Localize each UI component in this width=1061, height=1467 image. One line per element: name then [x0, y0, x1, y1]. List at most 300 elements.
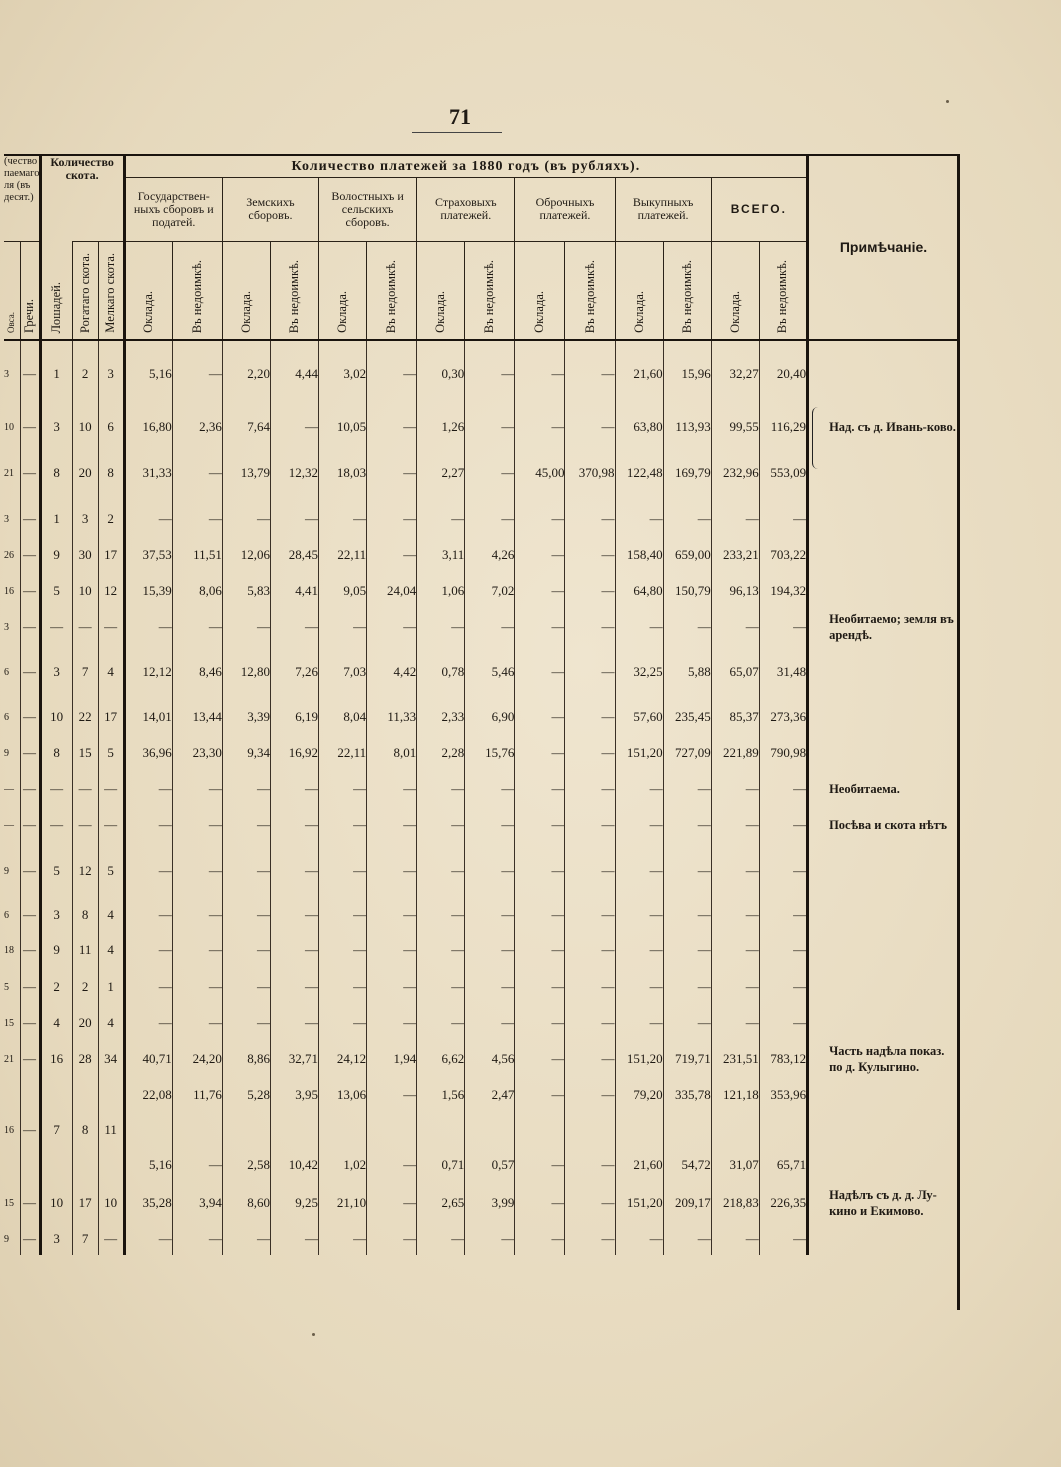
table-cell: 24,20: [172, 1041, 222, 1077]
table-cell: —: [565, 645, 615, 699]
table-cell: [319, 1113, 367, 1147]
table-cell: —: [20, 501, 40, 537]
table-cell: 233,21: [711, 537, 759, 573]
table-cell: —: [20, 445, 40, 501]
table-cell: —: [367, 409, 417, 445]
note-cell: [808, 1113, 958, 1147]
table-cell: —: [20, 771, 40, 807]
table-cell: —: [711, 771, 759, 807]
table-cell: —: [711, 899, 759, 931]
table-cell: —: [172, 899, 222, 931]
table-cell: 34: [98, 1041, 124, 1077]
table-cell: —: [20, 807, 40, 843]
table-cell: —: [367, 1077, 417, 1113]
table-cell: —: [270, 843, 318, 899]
cattle-header: Рогатаго скота.: [77, 253, 92, 333]
buckwheat-header: Гречи.: [22, 298, 37, 333]
table-cell: 5,16: [124, 1147, 172, 1183]
table-cell: 24,12: [319, 1041, 367, 1077]
table-cell: 3,94: [172, 1183, 222, 1223]
table-cell: —: [270, 969, 318, 1005]
table-row: [4, 1223, 958, 1255]
table-row: [4, 843, 958, 899]
table-cell: —: [124, 931, 172, 969]
table-cell: —: [565, 899, 615, 931]
table-cell: 6,62: [417, 1041, 465, 1077]
table-cell: —: [565, 735, 615, 771]
table-cell: —: [663, 1223, 711, 1255]
table-cell: 26: [4, 549, 14, 561]
group-state-header: Государствен-ныхъ сборовъ и податей.: [124, 177, 222, 241]
table-cell: —: [20, 609, 40, 645]
table-cell: [515, 1113, 565, 1147]
table-cell: 5: [40, 573, 72, 609]
table-cell: —: [615, 931, 663, 969]
table-cell: —: [465, 1005, 515, 1041]
table-cell: —: [663, 1005, 711, 1041]
table-row: [4, 609, 958, 645]
table-cell: —: [172, 843, 222, 899]
table-cell: —: [663, 969, 711, 1005]
table-cell: —: [222, 899, 270, 931]
note-cell: Необитаемо; земля въ арендѣ.: [808, 609, 958, 645]
note-cell: Над. съ д. Ивань-ково.: [808, 409, 958, 445]
table-row: [4, 931, 958, 969]
table-cell: 63,80: [615, 409, 663, 445]
table-cell: —: [515, 573, 565, 609]
table-cell: 13,44: [172, 699, 222, 735]
table-cell: 3: [72, 501, 98, 537]
table-row: [4, 735, 958, 771]
table-cell: 719,71: [663, 1041, 711, 1077]
table-cell: [465, 1113, 515, 1147]
table-cell: —: [759, 771, 807, 807]
table-row: [4, 573, 958, 609]
page-number: 71: [449, 104, 471, 129]
table-cell: —: [565, 501, 615, 537]
table-cell: —: [172, 609, 222, 645]
table-cell: —: [711, 1005, 759, 1041]
table-cell: 151,20: [615, 735, 663, 771]
header-rule: [4, 339, 957, 341]
table-cell: 113,93: [663, 409, 711, 445]
table-cell: —: [270, 931, 318, 969]
table-cell: —: [711, 501, 759, 537]
table-cell: [663, 1113, 711, 1147]
table-cell: —: [711, 969, 759, 1005]
table-cell: 2,65: [417, 1183, 465, 1223]
table-cell: —: [759, 501, 807, 537]
note-cell: [808, 501, 958, 537]
table-cell: —: [20, 1041, 40, 1077]
table-cell: —: [172, 1147, 222, 1183]
right-border-rule: [957, 154, 960, 1310]
table-cell: —: [711, 807, 759, 843]
table-cell: [367, 1113, 417, 1147]
table-cell: —: [367, 969, 417, 1005]
table-cell: —: [465, 339, 515, 409]
livestock-header: Количество скота.: [40, 155, 124, 241]
table-cell: 0,78: [417, 645, 465, 699]
table-cell: 20: [72, 1005, 98, 1041]
table-cell: 17: [72, 1183, 98, 1223]
table-cell: —: [270, 771, 318, 807]
table-cell: —: [515, 899, 565, 931]
table-cell: —: [367, 931, 417, 969]
table-cell: 151,20: [615, 1041, 663, 1077]
table-cell: 122,48: [615, 445, 663, 501]
statistics-table: [4, 154, 958, 1255]
note-cell: [808, 735, 958, 771]
table-cell: 2: [40, 969, 72, 1005]
note-cell: [808, 445, 958, 501]
table-cell: 4,44: [270, 339, 318, 409]
note-cell: [808, 843, 958, 899]
table-cell: —: [565, 409, 615, 445]
note-cell: Необитаема.: [808, 771, 958, 807]
ink-speck: [312, 1333, 315, 1336]
table-cell: —: [465, 501, 515, 537]
table-cell: —: [72, 807, 98, 843]
table-cell: [172, 1113, 222, 1147]
table-cell: 21,60: [615, 1147, 663, 1183]
group-obrok-header: Оброчныхъ платежей.: [515, 177, 615, 241]
table-cell: —: [4, 819, 14, 831]
table-cell: 5,16: [124, 339, 172, 409]
table-cell: 9,34: [222, 735, 270, 771]
table-cell: 45,00: [515, 445, 565, 501]
table-cell: —: [515, 699, 565, 735]
table-cell: —: [172, 1223, 222, 1255]
table-cell: 96,13: [711, 573, 759, 609]
table-cell: 335,78: [663, 1077, 711, 1113]
table-cell: —: [417, 899, 465, 931]
table-cell: 659,00: [663, 537, 711, 573]
table-cell: —: [417, 771, 465, 807]
note-cell: Посѣва и скота нѣтъ: [808, 807, 958, 843]
table-cell: 21: [4, 1053, 14, 1065]
table-cell: 0,57: [465, 1147, 515, 1183]
table-cell: [98, 1147, 124, 1183]
table-cell: —: [367, 807, 417, 843]
table-cell: 10,42: [270, 1147, 318, 1183]
table-cell: 0,71: [417, 1147, 465, 1183]
table-cell: —: [759, 1223, 807, 1255]
table-cell: 4: [98, 1005, 124, 1041]
table-cell: 8,01: [367, 735, 417, 771]
table-cell: [4, 1077, 20, 1113]
table-cell: 2,28: [417, 735, 465, 771]
table-cell: —: [20, 537, 40, 573]
table-cell: 22,08: [124, 1077, 172, 1113]
table-cell: —: [417, 1223, 465, 1255]
table-cell: —: [20, 931, 40, 969]
table-row: [4, 899, 958, 931]
arrears-header: Въ недоимкѣ.: [775, 259, 790, 333]
table-cell: 6: [4, 909, 9, 921]
table-cell: —: [759, 899, 807, 931]
small-livestock-header: Мелкаго скота.: [103, 253, 118, 333]
table-cell: 9: [4, 1233, 9, 1245]
table-cell: —: [515, 409, 565, 445]
table-cell: 17: [98, 537, 124, 573]
table-cell: —: [124, 807, 172, 843]
table-cell: —: [465, 843, 515, 899]
table-cell: 3: [4, 621, 9, 633]
table-cell: —: [565, 931, 615, 969]
table-cell: 12,32: [270, 445, 318, 501]
table-cell: —: [663, 501, 711, 537]
table-cell: 12,12: [124, 645, 172, 699]
table-cell: 10: [72, 573, 98, 609]
note-cell: [808, 339, 958, 409]
table-cell: —: [367, 771, 417, 807]
table-row: [4, 807, 958, 843]
table-cell: —: [759, 807, 807, 843]
table-cell: —: [319, 969, 367, 1005]
table-cell: —: [270, 1223, 318, 1255]
table-cell: —: [417, 931, 465, 969]
table-cell: —: [124, 1005, 172, 1041]
table-cell: —: [222, 931, 270, 969]
table-cell: 1,26: [417, 409, 465, 445]
table-cell: 3: [40, 1223, 72, 1255]
table-cell: —: [367, 1147, 417, 1183]
table-cell: 12: [72, 843, 98, 899]
table-cell: 2,20: [222, 339, 270, 409]
table-cell: 7: [72, 1223, 98, 1255]
table-cell: —: [172, 445, 222, 501]
table-cell: 15,39: [124, 573, 172, 609]
table-cell: —: [759, 931, 807, 969]
table-cell: 169,79: [663, 445, 711, 501]
table-cell: —: [663, 771, 711, 807]
table-cell: —: [4, 783, 14, 795]
table-cell: [72, 1147, 98, 1183]
table-cell: —: [417, 807, 465, 843]
table-cell: 194,32: [759, 573, 807, 609]
table-cell: —: [465, 969, 515, 1005]
table-cell: 5: [4, 981, 9, 993]
table-cell: —: [515, 645, 565, 699]
table-cell: —: [515, 735, 565, 771]
note-cell: [808, 1147, 958, 1183]
table-cell: 16: [40, 1041, 72, 1077]
table-cell: 9: [4, 747, 9, 759]
note-cell: Надѣлъ съ д. д. Лу-кино и Екимово.: [808, 1183, 958, 1223]
table-cell: 22,11: [319, 735, 367, 771]
table-cell: 20: [72, 445, 98, 501]
table-cell: 40,71: [124, 1041, 172, 1077]
table-cell: 32,25: [615, 645, 663, 699]
table-cell: 12,06: [222, 537, 270, 573]
table-cell: 16,80: [124, 409, 172, 445]
table-cell: —: [270, 409, 318, 445]
table-cell: —: [515, 1077, 565, 1113]
table-cell: —: [615, 843, 663, 899]
table-cell: —: [565, 1041, 615, 1077]
table-cell: 4: [98, 645, 124, 699]
table-cell: 353,96: [759, 1077, 807, 1113]
table-cell: 151,20: [615, 1183, 663, 1223]
table-cell: —: [465, 1223, 515, 1255]
table-cell: 1,06: [417, 573, 465, 609]
table-cell: 18: [4, 944, 14, 956]
table-cell: —: [319, 1005, 367, 1041]
table-cell: —: [515, 1005, 565, 1041]
table-cell: 18,03: [319, 445, 367, 501]
table-cell: —: [465, 609, 515, 645]
table-cell: 65,71: [759, 1147, 807, 1183]
table-cell: —: [20, 1113, 40, 1147]
table-cell: —: [222, 843, 270, 899]
table-cell: —: [663, 807, 711, 843]
table-cell: —: [565, 1183, 615, 1223]
table-cell: —: [711, 1223, 759, 1255]
note-cell: [808, 1005, 958, 1041]
table-cell: 221,89: [711, 735, 759, 771]
table-cell: [270, 1113, 318, 1147]
table-cell: 553,09: [759, 445, 807, 501]
table-cell: 232,96: [711, 445, 759, 501]
table-cell: [20, 1077, 40, 1113]
table-cell: —: [172, 501, 222, 537]
note-cell: [808, 1223, 958, 1255]
table-cell: 21,10: [319, 1183, 367, 1223]
table-cell: —: [417, 843, 465, 899]
table-row: [4, 645, 958, 699]
table-cell: 16: [4, 1124, 14, 1136]
table-cell: —: [565, 537, 615, 573]
ink-speck: [946, 100, 949, 103]
table-cell: [222, 1113, 270, 1147]
table-cell: 10: [40, 1183, 72, 1223]
note-cell: [808, 537, 958, 573]
table-cell: 8: [98, 445, 124, 501]
table-cell: —: [515, 771, 565, 807]
table-cell: 209,17: [663, 1183, 711, 1223]
table-cell: [40, 1077, 72, 1113]
table-cell: 116,29: [759, 409, 807, 445]
table-cell: —: [319, 899, 367, 931]
table-cell: [565, 1113, 615, 1147]
table-cell: 16,92: [270, 735, 318, 771]
table-cell: —: [565, 771, 615, 807]
table-cell: 5: [98, 735, 124, 771]
table-cell: 64,80: [615, 573, 663, 609]
table-cell: —: [515, 501, 565, 537]
table-cell: —: [663, 609, 711, 645]
table-cell: 16: [4, 585, 14, 597]
table-row: [4, 771, 958, 807]
table-cell: 36,96: [124, 735, 172, 771]
table-cell: —: [319, 931, 367, 969]
table-cell: 5,88: [663, 645, 711, 699]
table-cell: 37,53: [124, 537, 172, 573]
table-cell: —: [565, 339, 615, 409]
table-cell: —: [20, 1183, 40, 1223]
table-cell: 5,46: [465, 645, 515, 699]
table-cell: 10: [40, 699, 72, 735]
note-cell: [808, 645, 958, 699]
table-cell: 21,60: [615, 339, 663, 409]
page-number-rule: [412, 132, 502, 133]
table-cell: 2,47: [465, 1077, 515, 1113]
table-cell: 13,79: [222, 445, 270, 501]
table-cell: —: [20, 409, 40, 445]
table-cell: —: [615, 1005, 663, 1041]
table-cell: [615, 1113, 663, 1147]
assessed-header: Оклада.: [631, 291, 646, 333]
table-cell: —: [124, 501, 172, 537]
table-cell: 273,36: [759, 699, 807, 735]
table-cell: 54,72: [663, 1147, 711, 1183]
table-row: [4, 339, 958, 409]
table-cell: —: [417, 1005, 465, 1041]
table-cell: 4: [98, 899, 124, 931]
table-cell: 8: [72, 899, 98, 931]
table-cell: —: [172, 969, 222, 1005]
table-cell: —: [270, 899, 318, 931]
table-cell: —: [20, 339, 40, 409]
table-cell: 2: [98, 501, 124, 537]
table-cell: —: [222, 501, 270, 537]
table-cell: —: [40, 807, 72, 843]
group-insurance-header: Страховыхъ платежей.: [417, 177, 515, 241]
table-cell: 2: [72, 969, 98, 1005]
table-cell: 1: [98, 969, 124, 1005]
table-cell: —: [465, 445, 515, 501]
table-cell: —: [759, 843, 807, 899]
table-cell: —: [124, 899, 172, 931]
table-cell: —: [565, 699, 615, 735]
table-cell: 28: [72, 1041, 98, 1077]
table-cell: —: [417, 501, 465, 537]
table-cell: —: [663, 899, 711, 931]
table-cell: —: [515, 969, 565, 1005]
table-cell: —: [270, 501, 318, 537]
table-cell: —: [20, 843, 40, 899]
assessed-header: Оклада.: [238, 291, 253, 333]
table-cell: —: [565, 609, 615, 645]
table-cell: 57,60: [615, 699, 663, 735]
note-cell: [808, 1077, 958, 1113]
arrears-header: Въ недоимкѣ.: [384, 259, 399, 333]
table-row: [4, 1077, 958, 1113]
table-cell: —: [759, 969, 807, 1005]
assessed-header: Оклада.: [335, 291, 350, 333]
table-row: [4, 1147, 958, 1183]
table-cell: 5,28: [222, 1077, 270, 1113]
table-cell: —: [615, 501, 663, 537]
table-cell: —: [515, 843, 565, 899]
table-cell: 121,18: [711, 1077, 759, 1113]
table-cell: 7,03: [319, 645, 367, 699]
table-cell: —: [270, 1005, 318, 1041]
table-cell: —: [367, 1005, 417, 1041]
table-cell: 10: [72, 409, 98, 445]
table-cell: 9,05: [319, 573, 367, 609]
table-cell: 4,56: [465, 1041, 515, 1077]
table-cell: —: [615, 771, 663, 807]
table-cell: 218,83: [711, 1183, 759, 1223]
table-row: [4, 1041, 958, 1077]
table-cell: —: [124, 771, 172, 807]
table-cell: —: [465, 807, 515, 843]
table-cell: 6: [4, 711, 9, 723]
table-cell: —: [222, 969, 270, 1005]
table-cell: —: [465, 771, 515, 807]
